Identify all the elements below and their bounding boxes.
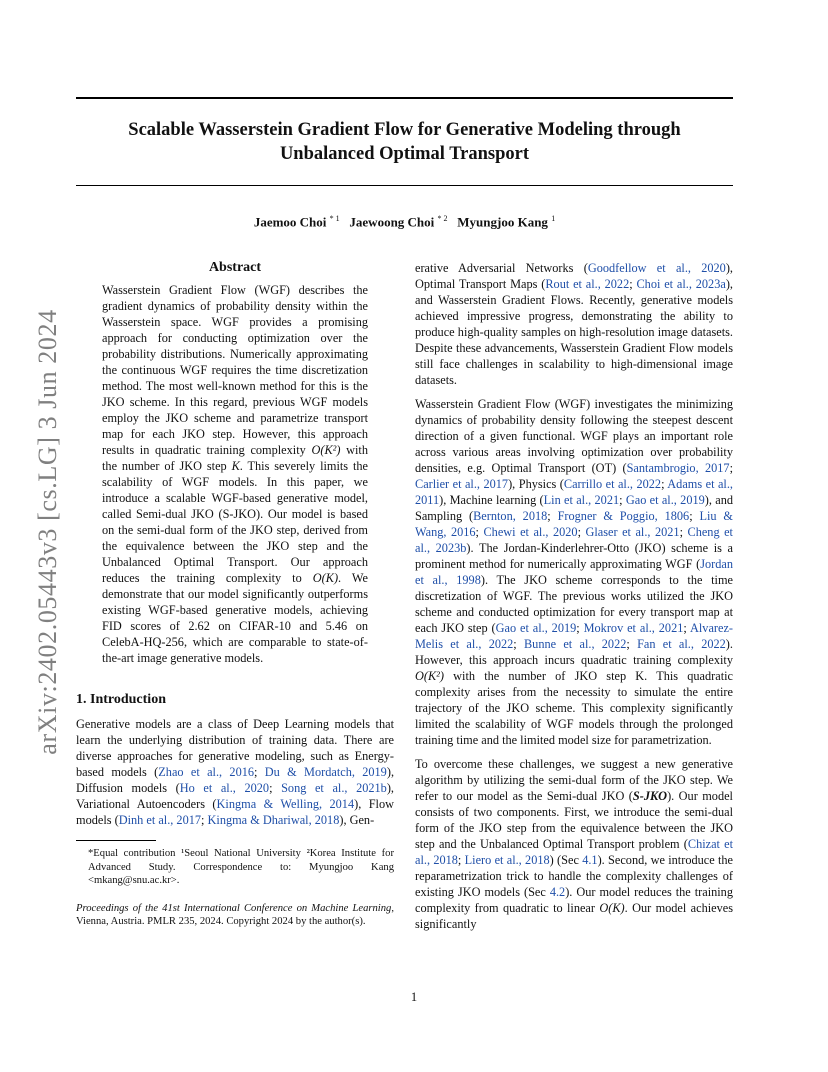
citation-link[interactable]: Lin et al., 2021 xyxy=(543,493,620,507)
title-line-2: Unbalanced Optimal Transport xyxy=(279,144,530,164)
citation-link[interactable]: Liu & Wang, 2016 xyxy=(415,509,733,539)
citation-link[interactable]: Choi et al., 2023a xyxy=(636,277,726,291)
footnote-rule xyxy=(76,840,156,841)
citation-link[interactable]: Gao et al., 2019 xyxy=(625,493,705,507)
left-column xyxy=(76,260,394,929)
citation-link[interactable]: Rout et al., 2022 xyxy=(545,277,630,291)
citation-link[interactable]: Bunne et al., 2022 xyxy=(523,637,627,651)
affiliation-footnote: *Equal contribution ¹Seoul National University ²Korea Institute for Advanced Study. Correspondence to: Myungjoo Kang <mkang@snu.ac.kr>. xyxy=(88,848,394,886)
author-affiliation-mark: * 2 xyxy=(437,214,448,223)
abstract-heading: Abstract xyxy=(208,260,262,275)
arxiv-stamp: arXiv:2402.05443v3 [cs.LG] 3 Jun 2024 xyxy=(33,309,62,755)
author-name: Jaemoo Choi xyxy=(253,214,327,230)
math-inline: O(K²) xyxy=(415,669,444,683)
citation-link[interactable]: Liero et al., 2018 xyxy=(464,853,550,867)
right-column xyxy=(415,260,733,932)
author-name: Jaewoong Choi xyxy=(349,214,435,230)
citation-link[interactable]: Kingma & Welling, 2014 xyxy=(216,797,355,811)
intro-paragraph: erative Adversarial Networks (Goodfellow et al., 2020), Optimal Transport Maps (Rout et al., 2022; Choi et al., 2023a), and Wasserstein Gradient Flows. Recently, generative models achieved impressive progress, demonstrating the ability to produce high-quality samples on high-resolution image datasets. Despite these advancements, Wasserstein Gradient Flow models still face challenges in scalability to high-dimensional image datasets. xyxy=(415,261,733,387)
abstract-body: Wasserstein Gradient Flow (WGF) describes the gradient dynamics of probability density within the Wasserstein space. WGF provides a promising approach for conducting optimization over the probability distributions. Numerically approximating the continuous WGF requires the time discretization method. The most well-known method for this is the JKO scheme. In this regard, previous WGF models employ the JKO scheme and parametrize transport map for each JKO step. However, this approach results in quadratic training complexity O(K²) with the number of JKO step K. This severely limits the scalability of WGF models. In this paper, we introduce a scalable WGF-based generative model, called Semi-dual JKO (S-JKO). Our model is based on the semi-dual form of the JKO step, derived from the equivalence between the JKO step and the Unbalanced Optimal Transport. Our approach reduces the training complexity to O(K). We demonstrate that our model significantly outperforms existing WGF-based generative models, achieving FID scores of 2.62 on CIFAR-10 and 5.46 on CelebA-HQ-256, which are comparable to state-of-the-art image generative models. xyxy=(102,283,368,665)
citation-link[interactable]: Chizat et al., 2018 xyxy=(415,837,733,867)
math-inline: O(K) xyxy=(312,571,339,585)
citation-link[interactable]: Fan et al., 2022 xyxy=(637,637,726,651)
model-name-emphasis: S-JKO xyxy=(632,789,668,803)
citation-link[interactable]: Alvarez-Melis et al., 2022 xyxy=(415,621,734,651)
section-link[interactable]: 4.2 xyxy=(549,885,566,899)
citation-link[interactable]: Zhao et al., 2016 xyxy=(158,765,255,779)
citation-link[interactable]: Frogner & Poggio, 1806 xyxy=(557,509,690,523)
section-link[interactable]: 4.1 xyxy=(582,853,598,867)
title-line-1: Scalable Wasserstein Gradient Flow for Generative Modeling through xyxy=(128,120,681,140)
citation-link[interactable]: Carlier et al., 2017 xyxy=(415,477,509,491)
citation-link[interactable]: Chewi et al., 2020 xyxy=(483,525,578,539)
citation-link[interactable]: Song et al., 2021b xyxy=(281,781,387,795)
title-rule-bottom xyxy=(76,185,733,186)
section-heading-introduction: 1. Introduction xyxy=(76,692,166,707)
citation-link[interactable]: Du & Mordatch, 2019 xyxy=(264,765,387,779)
paper-title xyxy=(76,118,733,166)
author-list xyxy=(76,214,733,230)
intro-paragraph: Wasserstein Gradient Flow (WGF) investigates the minimizing dynamics of probability density following the steepest descent direction of a given functional. WGF plays an important role across various areas involving optimization over probability densities, e.g. Optimal Transport (OT) (Santambrogio, 2017; Carlier et al., 2017), Physics (Carrillo et al., 2022; Adams et al., 2011), Machine learning (Lin et al., 2021; Gao et al., 2019), and Sampling (Bernton, 2018; Frogner & Poggio, 1806; Liu & Wang, 2016; Chewi et al., 2020; Glaser et al., 2021; Cheng et al., 2023b). The Jordan-Kinderlehrer-Otto (JKO) scheme is a prominent method for numerically approximating WGF (Jordan et al., 1998). The JKO scheme corresponds to the time discretization of WGF. The previous works utilized the JKO scheme and conducted optimization for every transport map at each JKO step (Gao et al., 2019; Mokrov et al., 2021; Alvarez-Melis et al., 2022; Bunne et al., 2022; Fan et al., 2022). However, this approach incurs quadratic training complexity O(K²) with the number of JKO step K. This quadratic complexity arises from the necessity to simulate the entire trajectory of the JKO scheme. This complexity significantly limited the scalability of WGF models through the prolonged training time and the limited model size for parametrization. xyxy=(415,397,734,747)
math-inline: K xyxy=(231,459,240,473)
intro-paragraph: Generative models are a class of Deep Learning models that learn the underlying distribution of training data. There are diverse approaches for generative modeling, such as Energy-based models (Zhao et al., 2016; Du & Mordatch, 2019), Diffusion models (Ho et al., 2020; Song et al., 2021b), Variational Autoencoders (Kingma & Welling, 2014), Flow models (Dinh et al., 2017; Kingma & Dhariwal, 2018), Gen- xyxy=(76,717,395,827)
citation-link[interactable]: Carrillo et al., 2022 xyxy=(563,477,662,491)
page-number: 1 xyxy=(410,990,418,1004)
title-rule-top xyxy=(76,97,733,99)
citation-link[interactable]: Ho et al., 2020 xyxy=(179,781,270,795)
proceedings-note: Proceedings of the 41st International Conference on Machine Learning, Vienna, Austria. PMLR 235, 2024. Copyright 2024 by the author(s). xyxy=(76,902,394,927)
citation-link[interactable]: Bernton, 2018 xyxy=(473,509,548,523)
citation-link[interactable]: Jordan et al., 1998 xyxy=(415,557,733,587)
citation-link[interactable]: Santambrogio, 2017 xyxy=(626,461,730,475)
citation-link[interactable]: Goodfellow et al., 2020 xyxy=(587,261,726,275)
citation-link[interactable]: Dinh et al., 2017 xyxy=(118,813,202,827)
citation-link[interactable]: Kingma & Dhariwal, 2018 xyxy=(207,813,340,827)
math-inline: O(K) xyxy=(599,901,625,915)
citation-link[interactable]: Cheng et al., 2023b xyxy=(415,525,733,555)
citation-link[interactable]: Adams et al., 2011 xyxy=(415,477,733,507)
citation-link[interactable]: Gao et al., 2019 xyxy=(495,621,577,635)
citation-link[interactable]: Mokrov et al., 2021 xyxy=(583,621,684,635)
author-affiliation-mark: 1 xyxy=(551,214,556,223)
intro-paragraph: To overcome these challenges, we suggest a new generative algorithm by utilizing the semi-dual form of the JKO step. We refer to our model as the Semi-dual JKO (S-JKO). Our model consists of two components. First, we introduce the semi-dual form of the JKO step from the equivalence between the JKO step and the Unbalanced Optimal Transport problem (Chizat et al., 2018; Liero et al., 2018) (Sec 4.1). Second, we introduce the reparametrization trick to handle the complexity challenges of existing JKO models (Sec 4.2). Our model reduces the training complexity from quadratic to linear O(K). Our model achieves significantly xyxy=(415,757,734,931)
math-inline: O(K²) xyxy=(311,443,341,457)
author-affiliation-mark: * 1 xyxy=(329,214,340,223)
citation-link[interactable]: Glaser et al., 2021 xyxy=(585,525,680,539)
author-name: Myungjoo Kang xyxy=(457,214,548,230)
